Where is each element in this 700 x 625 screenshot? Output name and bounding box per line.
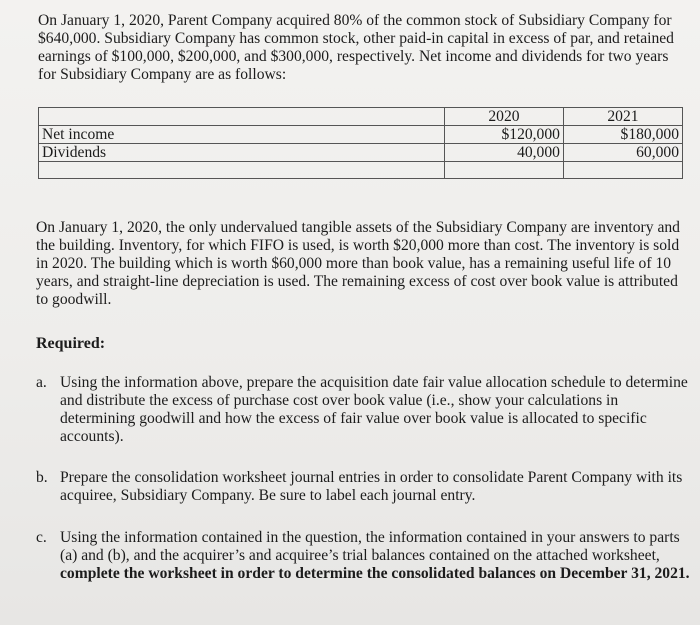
net-income-2020: $120,000	[444, 126, 563, 144]
row-label-net-income: Net income	[39, 126, 445, 144]
empty-cell	[444, 162, 563, 179]
table-row	[39, 144, 683, 162]
dividends-2020: 40,000	[444, 144, 563, 162]
empty-cell	[39, 162, 445, 179]
requirement-c-marker: c.	[36, 529, 47, 546]
requirement-c-text	[60, 529, 691, 583]
table-header-year-2020: 2020	[444, 108, 563, 126]
dividends-2021: 60,000	[563, 144, 682, 162]
intro-paragraph: On January 1, 2020, Parent Company acquired 80% of the common stock of Subsidiary Company for $640,000. Subsidiary Company has common stock, other paid-in capital in excess of par, and retained earnings of $100,000, $200,000, and $300,000, respectively. Net income and dividends for two years for Subsidiary Company are as follows:	[38, 12, 674, 83]
requirement-a-marker: a.	[36, 374, 47, 391]
requirement-c-bold-text: complete the worksheet in order to determine the consolidated balances on December 31, 2021.	[60, 565, 690, 582]
row-label-dividends: Dividends	[39, 144, 445, 162]
table-header-row	[39, 108, 683, 126]
required-heading: Required:	[36, 335, 106, 352]
requirement-a-text: Using the information above, prepare the acquisition date fair value allocation schedule to determine and distribute the excess of purchase cost over book value (i.e., show your calculations in determining goodwill and how the excess of fair value over book value is allocated to specific accounts).	[60, 374, 688, 445]
requirement-b-marker: b.	[36, 469, 48, 486]
table-header-year-2021: 2021	[563, 108, 682, 126]
empty-cell	[563, 162, 682, 179]
table-row	[39, 126, 683, 144]
table-empty-row	[39, 162, 683, 179]
undervalued-assets-paragraph: On January 1, 2020, the only undervalued tangible assets of the Subsidiary Company are inventory and the building. Inventory, for which FIFO is used, is worth $20,000 more than cost. The inventory is sold in 2020. The building which is worth $60,000 more than book value, has a remaining useful life of 10 years, and straight-line depreciation is used. The remaining excess of cost over book value is attributed to goodwill.	[36, 219, 680, 308]
table-header-blank	[39, 108, 445, 126]
requirement-b-text: Prepare the consolidation worksheet journal entries in order to consolidate Parent Company with its acquiree, Subsidiary Company. Be sure to label each journal entry.	[60, 469, 683, 504]
income-dividends-table	[38, 107, 683, 179]
requirement-c	[36, 529, 691, 583]
requirement-c-plain-text: Using the information contained in the question, the information contained in your answers to parts (a) and (b), and the acquirer’s and acquiree’s trial balances contained on the attached worksheet,	[60, 529, 680, 564]
requirement-a	[36, 374, 691, 446]
net-income-2021: $180,000	[563, 126, 682, 144]
requirement-b	[36, 469, 691, 505]
